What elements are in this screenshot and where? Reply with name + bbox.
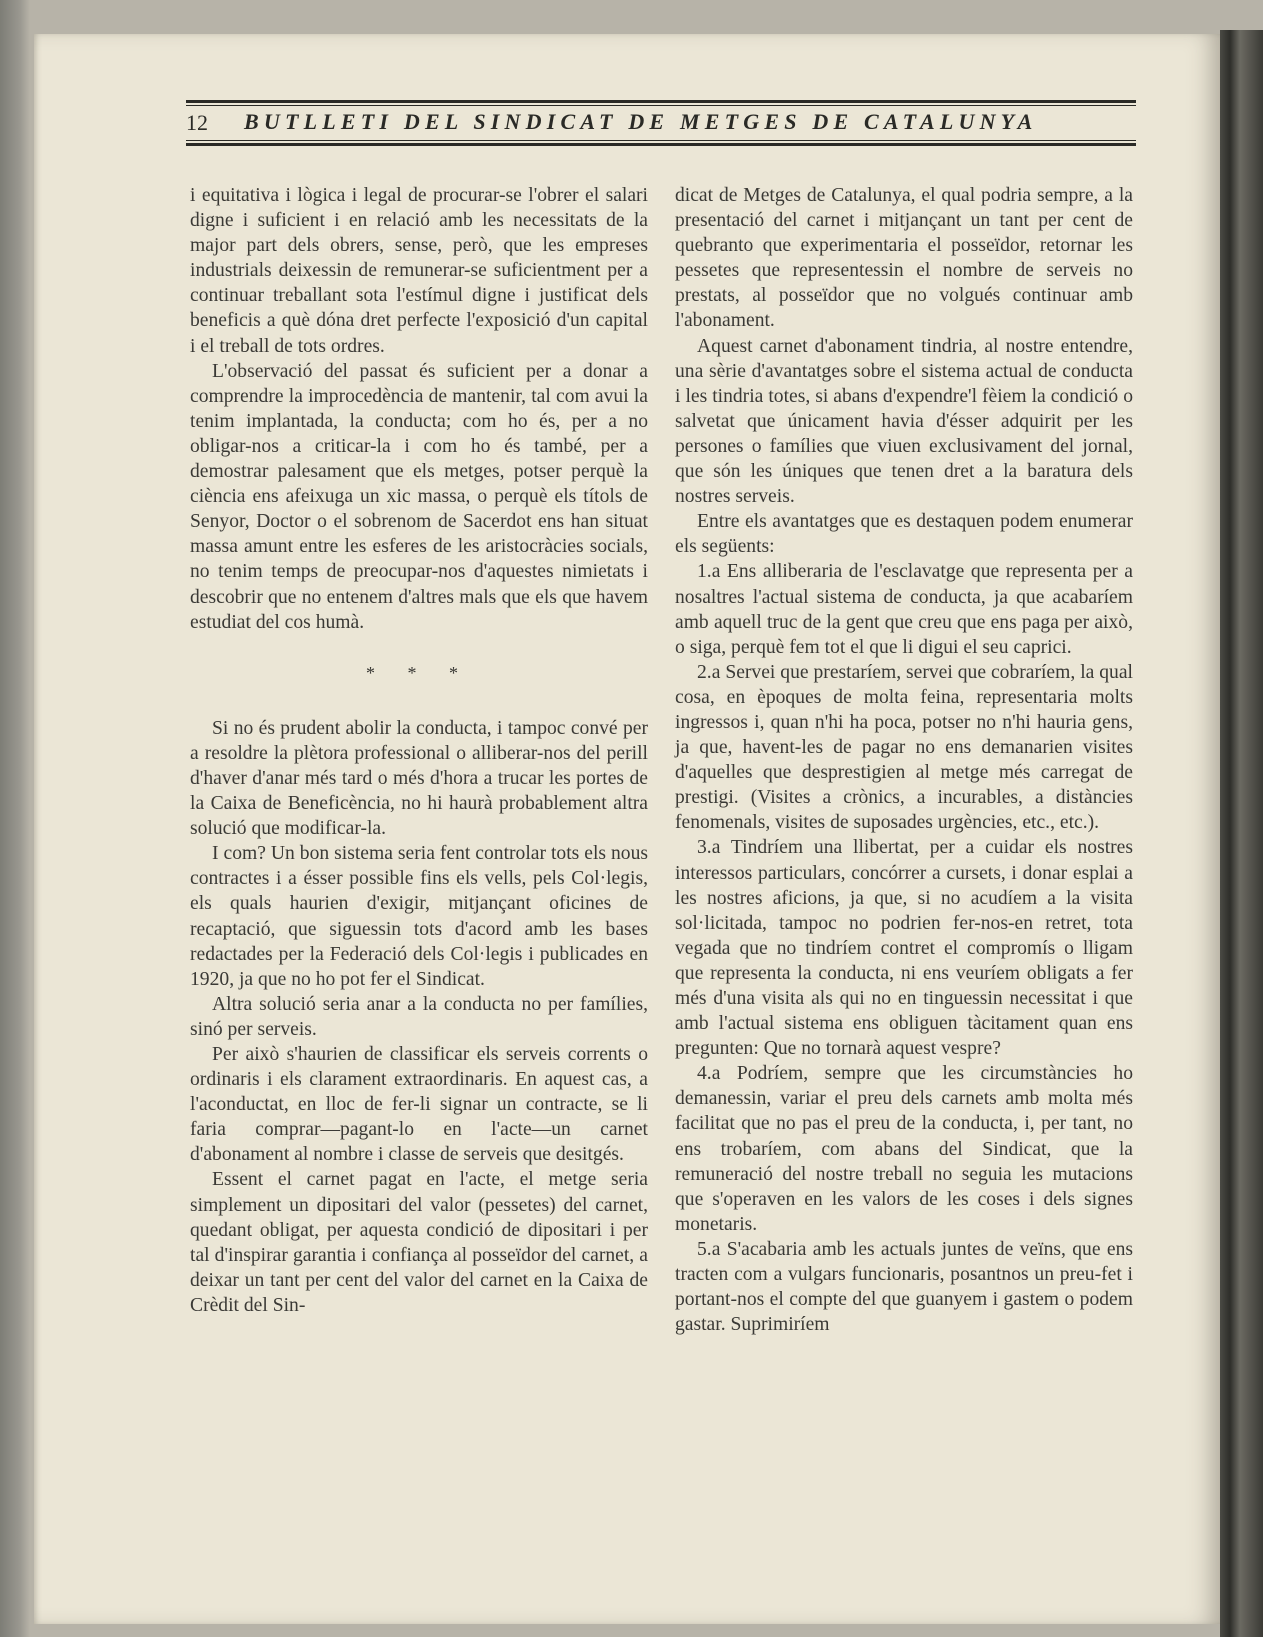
left-column — [190, 183, 648, 1318]
paragraph: Si no és prudent abolir la conducta, i tampoc convé per a resoldre la plètora professional o alliberar-nos del perill d'haver d'anar més tard o més d'hora a trucar les portes de la Caixa de Beneficència, no hi haurà probablement altra solució que modificar-la. — [190, 717, 648, 840]
right-column — [675, 183, 1133, 1337]
list-item: 1.a Ens alliberaria de l'esclavatge que representa per a nosaltres l'actual sistema de conducta, ja que acabaríem amb aquell truc de la gent que creu que ens paga per això, o siga, perquè fem tot el que li digui el seu caprici. — [675, 561, 1133, 658]
running-header — [186, 100, 1136, 148]
list-item: 3.a Tindríem una llibertat, per a cuidar els nostres interessos particulars, concórrer a cursets, i donar esplai a les nostres aficions, ja que, si no acudíem a la visita sol·licitada, tampoc no podrien fer-nos-en retret, tota vegada que no tindríem contret el compromís o lligam que representa la conducta, ni ens veuríem obligats a fer més d'una visita als qui no en tinguessin necessitat i que amb l'actual sistema ens obliguen tàcitament quan ens pregunten: Que no tornarà aquest vespre? — [675, 837, 1133, 1060]
paragraph: i equitativa i lògica i legal de procurar-se l'obrer el salari digne i suficient i en relació amb les necessitats de la major part dels obrers, sense, però, que les empreses industrials deixessin de remunerar-se suficientment per a continuar treballant sota l'estímul digne i justificat dels beneficis a què dóna dret perfecte l'exposició d'un capital i el treball de tots ordres. — [190, 185, 648, 357]
header-rule-bottom — [186, 143, 1136, 146]
paragraph: Per això s'haurien de classificar els serveis corrents o ordinaris i els clarament extraordinaris. En aquest cas, a l'aconductat, en lloc de fer-li signar un contracte, se li faria comprar—pagant-lo en l'acte—un carnet d'abonament al nombre i classe de serveis que desitgés. — [190, 1044, 648, 1166]
paragraph: dicat de Metges de Catalunya, el qual podria sempre, a la presentació del carnet i mitjançant un tant per cent de quebranto que experimentaria el posseïdor, retornar les pessetes que representessin el nombre de serveis no prestats, al posseïdor que no volgués continuar amb l'abonament. — [675, 185, 1133, 332]
list-item: 2.a Servei que prestaríem, servei que cobraríem, la qual cosa, en èpoques de molta feina, representaria molts ingressos i, quan n'hi ha poca, potser no n'hi hauria gens, ja que, havent-les de pagar no ens demanarien visites d'aquelles que desprestigien al metge més carregat de prestigi. (Visites a crònics, a incurables, a distàncies fenomenals, visites de suposades urgències, etc., etc.). — [675, 661, 1133, 834]
paragraph: Altra solució seria anar a la conducta no per famílies, sinó per serveis. — [190, 993, 648, 1040]
paragraph: Essent el carnet pagat en l'acte, el metge seria simplement un dipositari del valor (pessetes) del carnet, quedant obligat, per aquesta condició de dipositari i per tal d'inspirar garantia i confiança al posseïdor del carnet, a deixar un tant per cent del valor del carnet en la Caixa de Crèdit del Sin- — [190, 1169, 648, 1316]
section-separator: * * * — [366, 662, 472, 683]
header-rule-bottom-thin — [186, 140, 1136, 141]
header-rule-top — [186, 100, 1136, 103]
journal-title: BUTLLETI DEL SINDICAT DE METGES DE CATALUNYA — [244, 109, 1038, 134]
list-item: 5.a S'acabaria amb les actuals juntes de veïns, que ens tracten com a vulgars funcionaris, posantnos un preu-fet i portant-nos el compte del que guanyem i gastem o podem gastar. Suprimiríem — [675, 1238, 1133, 1336]
paragraph: I com? Un bon sistema seria fent controlar tots els nous contractes i a ésser possible fins els vells, pels Col·legis, els quals haurien d'exigir, mitjançant oficines de recaptació, que siguessin tots d'acord amb les bases redactades per la Federació dels Col·legis i publicades en 1920, ja que no ho pot fer el Sindicat. — [190, 843, 648, 990]
header-rule-top-thin — [186, 105, 1136, 106]
paragraph: L'observació del passat és suficient per a donar a comprendre la improcedència de mantenir, tal com avui la tenim implantada, la conducta; com ho és, per a no obligar-nos a criticar-la i com ho és també, per a demostrar palesament que els metges, potser perquè la ciència ens afeixuga un xic massa, o perquè els títols de Senyor, Doctor o el sobrenom de Sacerdot ens han situat massa amunt entre les esferes de les aristocràcies socials, no tenim temps de preocupar-nos d'aquestes nimietats i descobrir que no entenem d'altres mals que els que havem estudiat del cos humà. — [190, 360, 648, 633]
list-item: 4.a Podríem, sempre que les circumstàncies ho demanessin, variar el preu dels carnets amb molta més facilitat que no pas el preu de la conducta, i, per tant, no ens trobaríem, com abans del Sindicat, que la remuneració del nostre treball no seguia les mutacions que s'operaven en les valors de les coses i dels signes monetaris. — [675, 1063, 1133, 1235]
paragraph: Aquest carnet d'abonament tindria, al nostre entendre, una sèrie d'avantatges sobre el sistema actual de conducta i les tindria totes, si abans d'expendre'l fèiem la condició o salvetat que únicament havia d'ésser adquirit per les persones o famílies que viuen exclusivament del jornal, que són les úniques que tenen dret a la baratura dels nostres serveis. — [675, 335, 1133, 508]
page-number: 12 — [186, 110, 208, 135]
book-edge — [1220, 30, 1263, 1637]
paragraph: Entre els avantatges que es destaquen podem enumerar els següents: — [675, 511, 1133, 558]
